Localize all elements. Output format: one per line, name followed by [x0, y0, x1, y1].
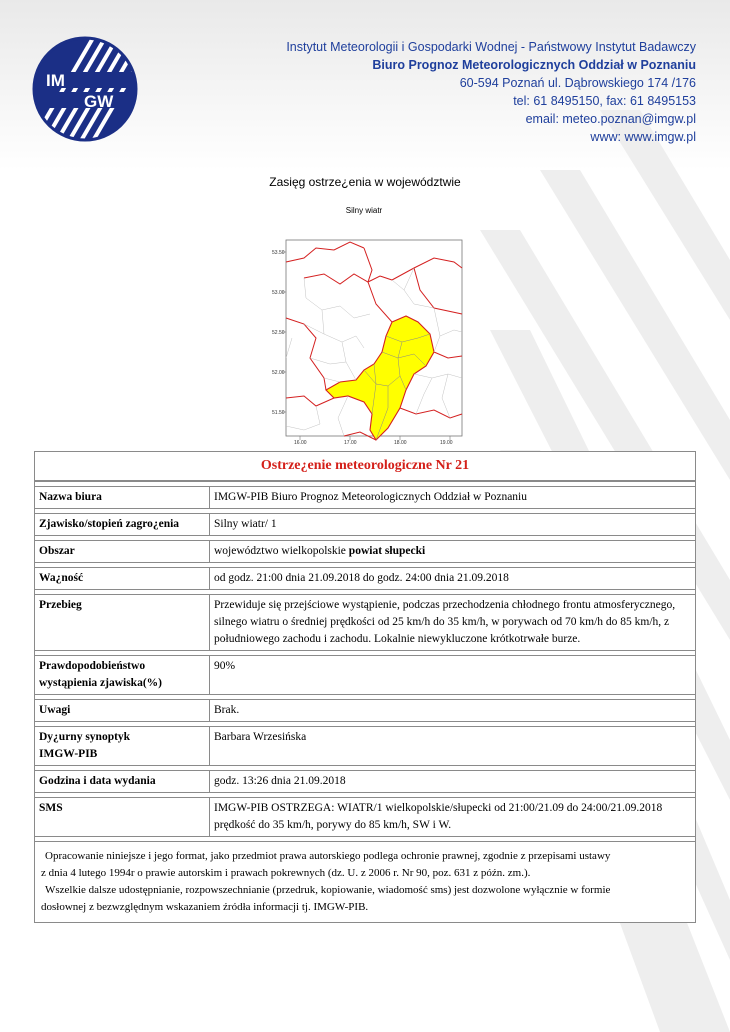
row-uwagi [35, 700, 696, 722]
footer-line4: dosłownej z bezwzględnym wskazaniem źródła informacji tj. IMGW-PIB. [41, 901, 369, 913]
label-przebieg: Przebieg [35, 595, 210, 651]
map-title: Zasięg ostrze¿enia w województwie [269, 175, 461, 189]
label-sms: SMS [35, 798, 210, 837]
page-header [0, 0, 730, 160]
lat-tick-1: 53.50 [272, 250, 285, 256]
institute-name: Instytut Meteorologii i Gospodarki Wodnej - Państwowy Instytut Badawczy [286, 40, 696, 54]
row-waznosc [35, 568, 696, 590]
value-godzina: godz. 13:26 dnia 21.09.2018 [210, 771, 696, 793]
value-uwagi: Brak. [210, 700, 696, 722]
footer-line2: z dnia 4 lutego 1994r o prawie autorskim i prawach pokrewnych (dz. U. z 2006 r. Nr 90, poz. 631 z późn. zm.). [41, 867, 531, 879]
value-zjawisko: Silny wiatr/ 1 [210, 514, 696, 536]
row-sms [35, 798, 696, 837]
warning-title: Ostrze¿enie meteorologiczne Nr 21 [35, 452, 696, 482]
label-synoptyk [35, 727, 210, 766]
copyright-notice [35, 842, 696, 923]
label-synoptyk-line2: IMGW-PIB [39, 748, 98, 760]
map-subtitle: Silny wiatr [345, 206, 383, 215]
row-synoptyk [35, 727, 696, 766]
lon-tick-2: 17.00 [344, 440, 357, 446]
lat-tick-4: 52.00 [272, 370, 285, 376]
label-prawdopodobienstwo: Prawdopodobieństwo wystąpienia zjawiska(%) [35, 656, 210, 695]
logo-text-bottom: GW [84, 92, 114, 111]
lon-tick-1: 16.00 [294, 440, 307, 446]
obszar-powiat: powiat słupecki [348, 545, 426, 557]
label-waznosc: Wa¿ność [35, 568, 210, 590]
office-name: Biuro Prognoz Meteorologicznych Oddział w Poznaniu [372, 58, 696, 72]
footer-line3: Wszelkie dalsze udostępnianie, rozpowszechnianie (przedruk, kopiowanie, wiadomość sms) jest dozwolone wyłącznie w formie [45, 884, 611, 896]
value-prawdopodobienstwo: 90% [210, 656, 696, 695]
obszar-voivodeship: województwo wielkopolskie [214, 545, 346, 557]
label-uwagi: Uwagi [35, 700, 210, 722]
sms-line2: prędkość do 35 km/h, porywy do 85 km/h, SW i W. [214, 819, 452, 831]
row-footer [35, 842, 696, 923]
institution-contact [286, 38, 696, 146]
phone-fax: tel: 61 8495150, fax: 61 8495153 [513, 94, 696, 108]
website[interactable]: www: www.imgw.pl [590, 130, 696, 144]
address: 60-594 Poznań ul. Dąbrowskiego 174 /176 [459, 76, 696, 90]
label-godzina: Godzina i data wydania [35, 771, 210, 793]
label-synoptyk-line1: Dy¿urny synoptyk [39, 731, 131, 743]
value-waznosc: od godz. 21:00 dnia 21.09.2018 do godz. 24:00 dnia 21.09.2018 [210, 568, 696, 590]
label-obszar: Obszar [35, 541, 210, 563]
lat-tick-3: 52.50 [272, 330, 285, 336]
value-synoptyk: Barbara Wrzesińska [210, 727, 696, 766]
row-godzina [35, 771, 696, 793]
sms-line1: IMGW-PIB OSTRZEGA: WIATR/1 wielkopolskie/słupecki od 21:00/21.09 do 24:00/21.09.2018 [214, 802, 663, 814]
warning-table [34, 451, 696, 923]
value-obszar [210, 541, 696, 563]
imgw-logo [32, 36, 138, 142]
lon-tick-3: 18.00 [394, 440, 407, 446]
lat-tick-5: 51.50 [272, 410, 285, 416]
warning-map [264, 206, 484, 452]
label-nazwa-biura: Nazwa biura [35, 487, 210, 509]
email[interactable]: email: meteo.poznan@imgw.pl [525, 112, 696, 126]
lat-tick-2: 53.00 [272, 290, 285, 296]
label-zjawisko: Zjawisko/stopień zagro¿enia [35, 514, 210, 536]
row-przebieg [35, 595, 696, 651]
lon-tick-4: 19.00 [440, 440, 453, 446]
footer-line1: Opracowanie niniejsze i jego format, jako przedmiot prawa autorskiego podlega ochronie prawnej, zgodnie z przepisami ustawy [45, 850, 611, 862]
value-sms [210, 798, 696, 837]
value-przebieg: Przewiduje się przejściowe wystąpienie, podczas przechodzenia chłodnego frontu atmosferycznego, silnego wiatru o średniej prędkości od 25 km/h do 35 km/h, w porywach od 70 km/h do 85 km/h, z południowego zachodu i zachodu. Lokalnie niewykluczone krótkotrwałe burze. [210, 595, 696, 651]
voivodeship-map [264, 218, 484, 450]
row-obszar [35, 541, 696, 563]
row-zjawisko [35, 514, 696, 536]
row-nazwa-biura [35, 487, 696, 509]
value-nazwa-biura: IMGW-PIB Biuro Prognoz Meteorologicznych Oddział w Poznaniu [210, 487, 696, 509]
row-prawdopodobienstwo [35, 656, 696, 695]
logo-text-top: IM [46, 71, 65, 90]
